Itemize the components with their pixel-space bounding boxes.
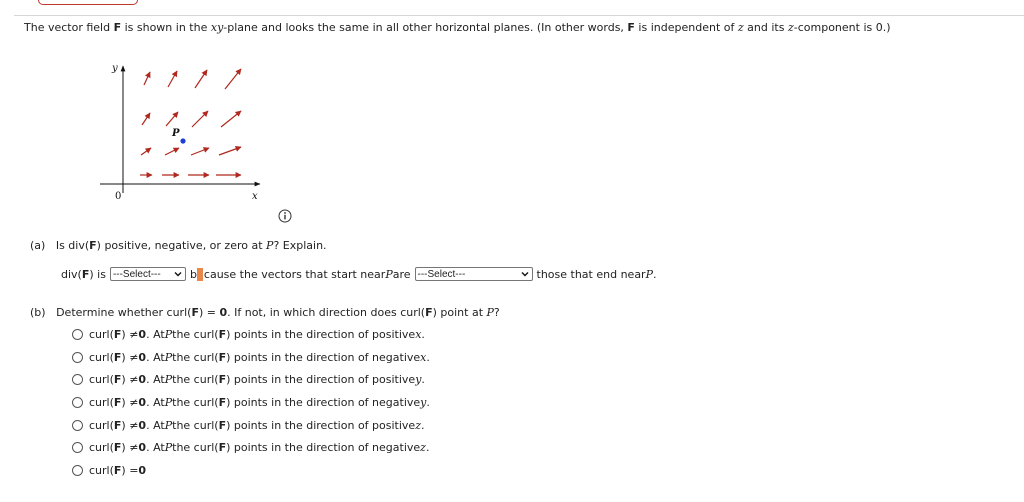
field-arrow xyxy=(195,70,207,88)
text-cursor xyxy=(197,268,203,281)
field-arrow xyxy=(144,72,150,85)
field-arrow xyxy=(191,148,209,155)
x-axis-label: x xyxy=(252,191,258,202)
y-axis-label: y xyxy=(112,63,118,74)
chevron-down-icon xyxy=(173,269,183,279)
curl-option-positive-x[interactable]: curl( F ) ≠ 0 . At P the curl( F ) points in the direction of positive x . xyxy=(72,326,425,342)
field-arrow xyxy=(166,112,178,126)
radio-button[interactable] xyxy=(72,329,83,340)
field-arrow xyxy=(165,148,179,155)
part-b-question: (b) Determine whether curl(F) = 0. If not, in which direction does curl(F) point at P? xyxy=(30,306,500,319)
field-arrow xyxy=(168,71,177,87)
header-tab xyxy=(38,0,138,5)
field-arrow xyxy=(141,148,151,155)
radio-button[interactable] xyxy=(72,442,83,453)
curl-option-positive-z[interactable]: curl( F ) ≠ 0 . At P the curl( F ) points in the direction of positive z . xyxy=(72,417,424,433)
curl-option-negative-z[interactable]: curl( F ) ≠ 0 . At P the curl( F ) points in the direction of negative z . xyxy=(72,439,429,455)
radio-button[interactable] xyxy=(72,352,83,363)
curl-option-zero[interactable]: curl( F ) = 0 xyxy=(72,462,146,478)
radio-button[interactable] xyxy=(72,374,83,385)
field-arrow xyxy=(142,113,150,125)
field-arrow xyxy=(192,111,208,127)
curl-option-negative-y[interactable]: curl( F ) ≠ 0 . At P the curl( F ) points in the direction of negative y . xyxy=(72,394,430,410)
origin-label: 0 xyxy=(115,191,122,202)
div-sign-select[interactable]: ---Select--- xyxy=(110,267,186,281)
radio-button[interactable] xyxy=(72,420,83,431)
point-p xyxy=(180,138,185,143)
curl-option-negative-x[interactable]: curl( F ) ≠ 0 . At P the curl( F ) points in the direction of negative x . xyxy=(72,349,430,365)
field-arrow xyxy=(221,111,241,127)
field-arrow xyxy=(225,69,241,89)
part-a-question: (a) Is div(F) positive, negative, or zero at P? Explain. xyxy=(30,239,327,252)
radio-button[interactable] xyxy=(72,397,83,408)
field-arrow xyxy=(219,147,241,155)
vector-comparison-select[interactable]: ---Select--- xyxy=(415,267,533,281)
header-divider xyxy=(14,15,1024,16)
chevron-down-icon xyxy=(520,269,530,279)
info-icon[interactable] xyxy=(278,209,292,223)
vector-field-graph xyxy=(95,58,275,208)
problem-statement: The vector field F is shown in the xy-plane and looks the same in all other horizontal planes. (In other words, F is independent of z and its z-component is 0.) xyxy=(24,21,891,34)
point-p-label: P xyxy=(172,128,180,139)
curl-option-positive-y[interactable]: curl( F ) ≠ 0 . At P the curl( F ) points in the direction of positive y . xyxy=(72,371,425,387)
part-a-answer-row: div( F ) is ---Select--- b cause the vectors that start near P are ---Select--- those that end near P . xyxy=(61,267,657,281)
radio-button[interactable] xyxy=(72,465,83,476)
